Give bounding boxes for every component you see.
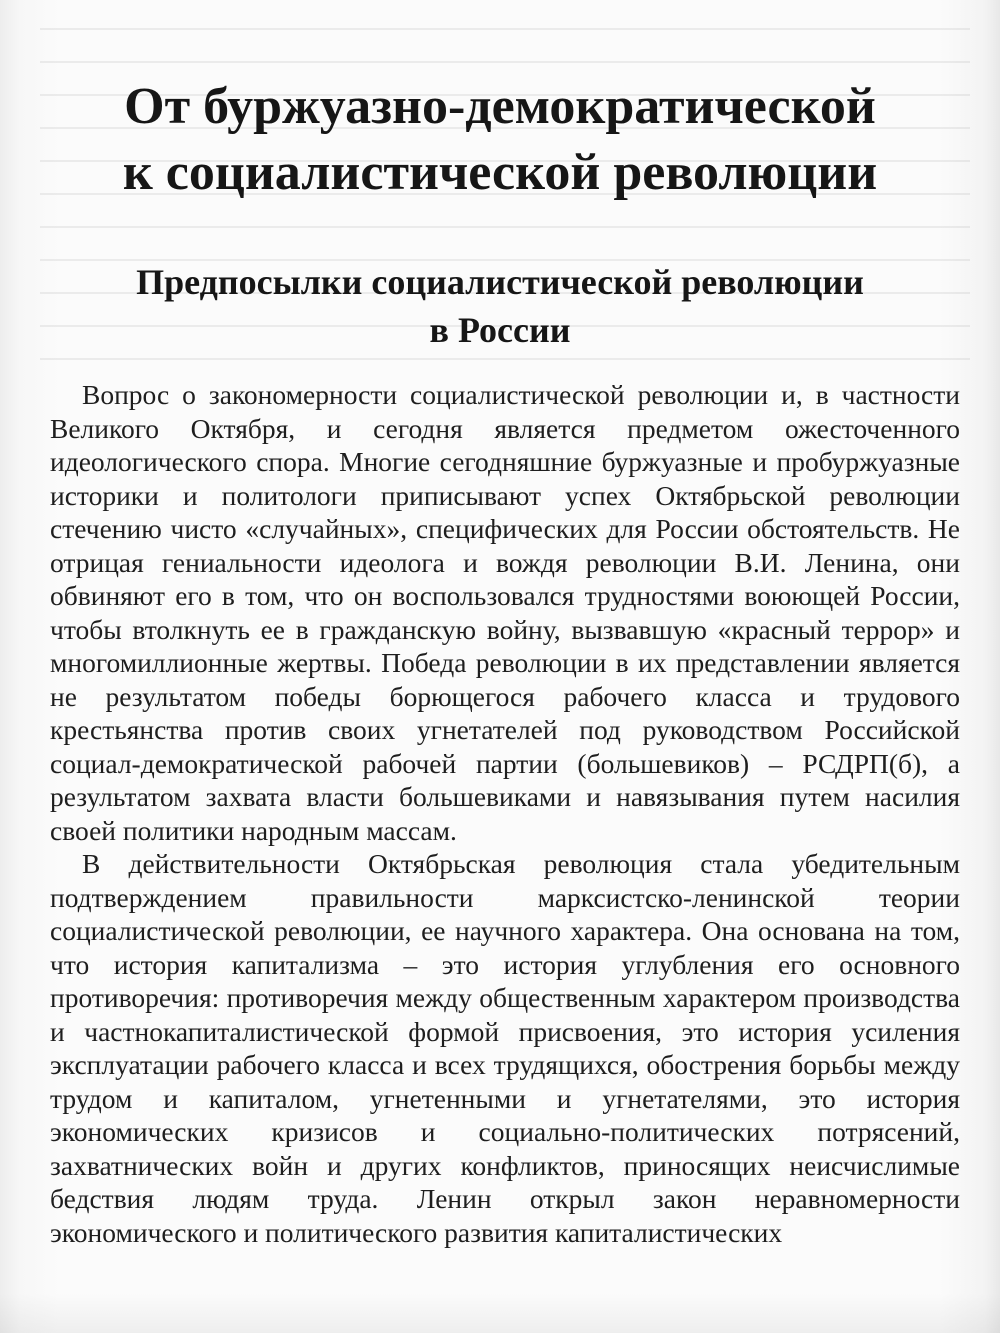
chapter-title xyxy=(0,74,1000,206)
section-title-line-2: в России xyxy=(429,310,571,350)
chapter-title-line-2: к социалистической революции xyxy=(122,144,878,201)
section-title-line-1: Предпосылки социалистической революции xyxy=(136,262,864,302)
paragraph-2: В действительности Октябрьская революция стала убедительным подтверждением правильности марксистско-ленинской теории социалистической революции, ее научного характера. Она основана на том, что история капитализма – это история углубления его основного противоречия: противоречия между общественным характером производства и частнокапиталистической формой присвоения, это история усиления эксплуатации рабочего класса и всех трудящихся, обострения борьбы между трудом и капиталом, угнетенными и угнетателями, это история экономических кризисов и социально-политических потрясений, захватнических войн и других конфликтов, приносящих неисчислимые бедствия людям труда. Ленин открыл закон неравномерности экономического и политического развития капиталистических xyxy=(50,848,960,1248)
page-bottom-shadow xyxy=(0,1293,1000,1333)
section-title xyxy=(0,258,1000,354)
chapter-title-line-1: От буржуазно-демократической xyxy=(124,78,876,135)
paragraph-1: Вопрос о закономерности социалистической революции и, в частности Великого Октября, и сегодня является предметом ожесточенного идеологического спора. Многие сегодняшние буржуазные и пробуржуазные историки и политологи приписывают успех Октябрьской революции стечению чисто «случайных», специфических для России обстоятельств. Не отрицая гениальности идеолога и вождя революции В.И. Ленина, они обвиняют его в том, что он воспользовался трудностями воюющей России, чтобы втолкнуть ее в гражданскую войну, вызвавшую «красный террор» и многомиллионные жертвы. Победа революции в их представлении является не результатом победы борющегося рабочего класса и трудового крестьянства против своих угнетателей под руководством Российской социал-демократической рабочей партии (большевиков) – РСДРП(б), а результатом захвата власти большевиками и навязывания путем насилия своей политики народным массам. xyxy=(50,379,960,846)
body-text xyxy=(50,378,960,1249)
